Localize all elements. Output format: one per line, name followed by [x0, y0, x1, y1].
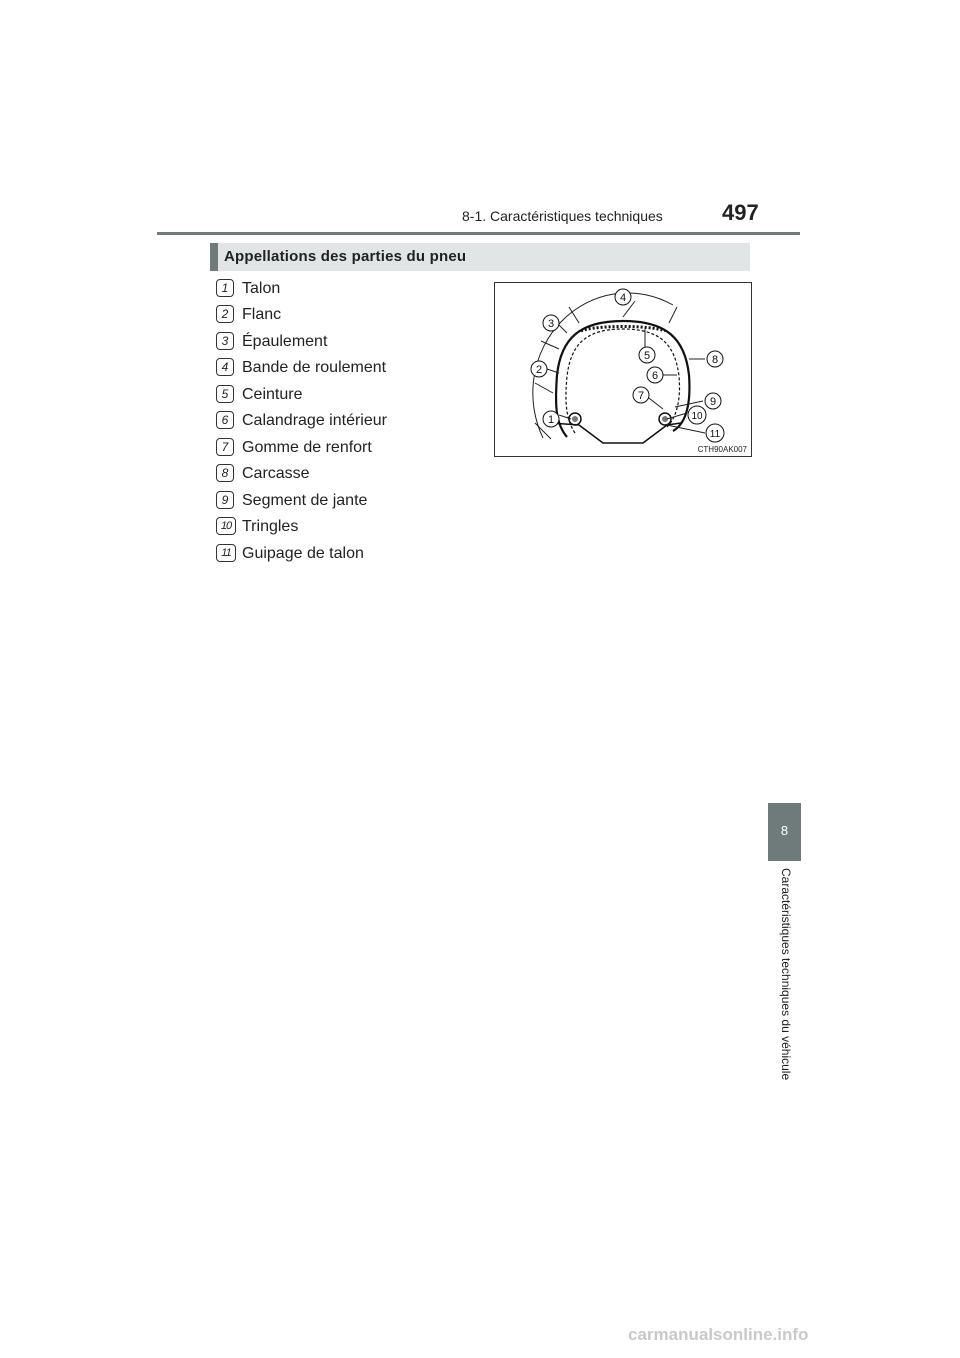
- section-title-bar: [210, 243, 750, 271]
- chapter-number: 8: [780, 823, 789, 838]
- watermark: carmanualsonline.info: [628, 1325, 809, 1344]
- chapter-side-label: [773, 868, 793, 1098]
- item-label: Épaulement: [242, 333, 328, 350]
- callout-10: 10: [691, 411, 703, 422]
- callout-8: 8: [711, 354, 719, 366]
- item-number: 3: [216, 332, 234, 350]
- tire-cross-section-figure: [494, 282, 752, 457]
- item-number: 8: [216, 464, 234, 482]
- item-label: Calandrage intérieur: [242, 412, 387, 429]
- callout-6: 6: [651, 370, 659, 382]
- section-title: Appellations des parties du pneu: [224, 248, 467, 265]
- chapter-tab[interactable]: [768, 803, 801, 861]
- item-label: Carcasse: [242, 465, 310, 482]
- item-number: 5: [216, 385, 234, 403]
- callout-4: 4: [619, 292, 627, 304]
- page-number: 497: [722, 200, 759, 225]
- callout-5: 5: [643, 350, 651, 362]
- item-label: Tringles: [242, 518, 299, 535]
- item-label: Gomme de renfort: [242, 439, 372, 456]
- item-number: 9: [216, 491, 234, 509]
- item-number: 11: [216, 544, 236, 562]
- callout-9: 9: [709, 396, 717, 408]
- figure-code: CTH90AK007: [697, 445, 747, 454]
- callout-3: 3: [547, 318, 555, 330]
- callout-11: 11: [709, 429, 721, 440]
- chapter-title: Caractéristiques techniques du véhicule: [779, 868, 793, 1081]
- callout-7: 7: [637, 390, 645, 402]
- item-label: Segment de jante: [242, 492, 368, 509]
- item-number: 4: [216, 358, 234, 376]
- callout-2: 2: [535, 364, 543, 376]
- section-title-accent: [210, 243, 218, 271]
- item-label: Bande de roulement: [242, 359, 387, 376]
- item-number: 10: [216, 517, 236, 535]
- item-label: Guipage de talon: [242, 545, 364, 562]
- item-number: 1: [216, 279, 234, 297]
- header-section-title: 8-1. Caractéristiques techniques: [462, 208, 663, 224]
- header-rule: [157, 232, 800, 235]
- item-label: Ceinture: [242, 386, 303, 403]
- tire-diagram: [495, 283, 751, 456]
- item-number: 7: [216, 438, 234, 456]
- callout-1: 1: [547, 414, 555, 426]
- item-label: Talon: [242, 280, 281, 297]
- item-number: 6: [216, 411, 234, 429]
- item-number: 2: [216, 305, 234, 323]
- item-label: Flanc: [242, 306, 282, 323]
